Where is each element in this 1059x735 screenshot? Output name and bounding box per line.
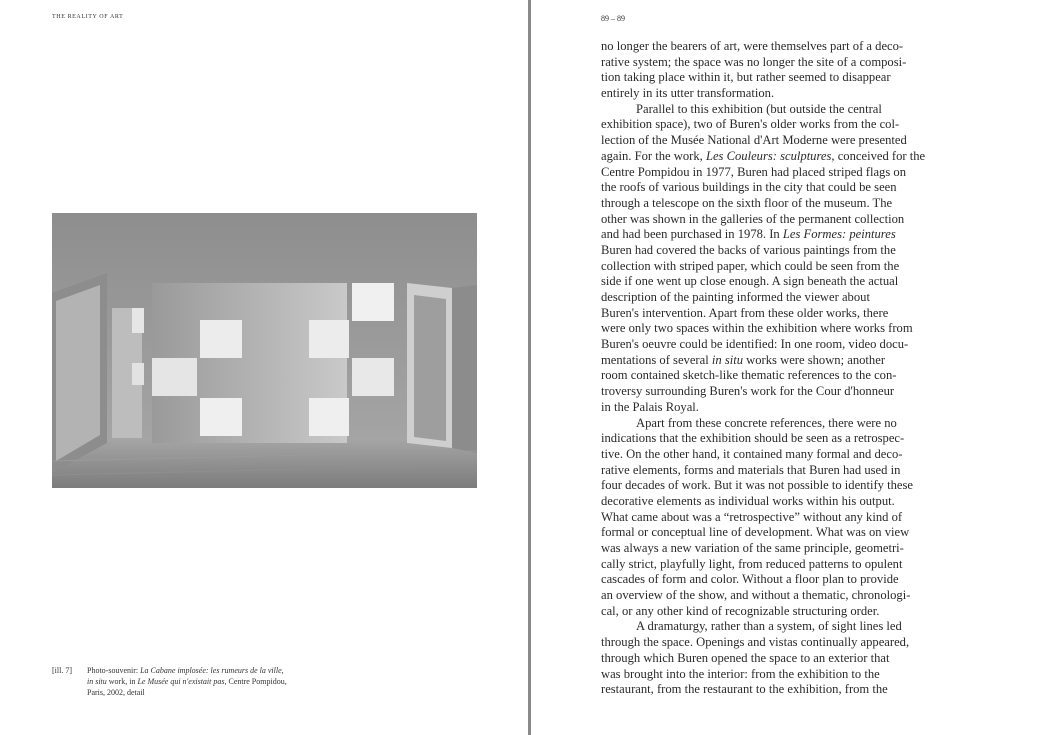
text-line: [601, 368, 931, 384]
figure-caption: [87, 665, 287, 698]
text-run: troversy surrounding Buren's work for the Cour d'honneur: [601, 384, 895, 399]
text-line: [601, 682, 931, 698]
text-run: no longer the bearers of art, were themselves part of a deco-: [601, 39, 904, 53]
text-line: [601, 541, 931, 557]
text-line: [601, 416, 931, 432]
text-run: Centre Pompidou in 1977, Buren had placed striped flags on: [601, 164, 906, 179]
text-run: description of the painting informed the viewer about: [601, 290, 870, 304]
text-run: and had been purchased in 1978. In: [601, 227, 783, 242]
text-run: an overview of the show, and without a thematic, chronologi-: [601, 588, 911, 603]
text-line: [601, 572, 931, 588]
text-run: tive. On the other hand, it contained many formal and deco-: [601, 446, 903, 461]
text-run: cascades of form and color. Without a floor plan to provide: [601, 572, 899, 587]
text-run: Photo-souvenir:: [87, 666, 141, 675]
text-line: [601, 525, 931, 541]
text-run: Buren's oeuvre could be identified: In one room, video docu-: [601, 337, 909, 352]
text-line: [601, 117, 931, 133]
text-line: [601, 384, 931, 400]
text-run: Buren's intervention. Apart from these older works, there: [601, 305, 889, 320]
text-run: decorative elements as individual works within his output.: [601, 493, 895, 508]
text-line: [601, 86, 931, 102]
text-line: [601, 619, 931, 635]
text-run: four decades of work. But it was not possible to identify these: [601, 478, 913, 493]
text-run: Buren had covered the backs of various paintings from the: [601, 242, 896, 257]
text-run: collection with striped paper, which could be seen from the: [601, 258, 900, 273]
caption-line: [87, 676, 287, 687]
italic-title: La Cabane implosée: les rumeurs de la ville: [140, 666, 282, 675]
left-page: [0, 0, 528, 735]
text-line: [601, 227, 931, 243]
italic-title: Les Formes: peintures: [782, 227, 896, 242]
text-line: [601, 510, 931, 526]
text-line: [601, 243, 931, 259]
text-run: mentations of several: [601, 352, 712, 367]
text-run: cal, or any other kind of recognizable structuring order.: [601, 603, 880, 618]
text-run: cally strict, playfully light, from reduced patterns to opulent: [601, 556, 903, 571]
text-run: A dramaturgy, rather than a system, of sight lines led: [636, 619, 902, 634]
text-line: [601, 447, 931, 463]
text-run: formal or conceptual line of development. What was on view: [601, 525, 910, 540]
text-line: [601, 306, 931, 322]
text-line: [601, 212, 931, 228]
text-line: [601, 149, 931, 165]
text-line: [601, 635, 931, 651]
text-run: in the Palais Royal.: [601, 399, 699, 414]
caption-line: [87, 687, 287, 698]
text-run: works were shown; another: [743, 352, 886, 367]
text-run: lection of the Musée National d'Art Moderne were presented: [601, 133, 907, 148]
text-run: indications that the exhibition should be seen as a retrospec-: [601, 431, 905, 446]
italic-title: Le Musée qui n'existait pas: [137, 677, 225, 686]
text-line: [601, 588, 931, 604]
text-run: entirely in its utter transformation.: [601, 86, 775, 101]
text-run: side if one went up close enough. A sign beneath the actual: [601, 274, 899, 289]
text-run: through which Buren opened the space to an exterior that: [601, 650, 890, 665]
text-run: through a telescope on the sixth floor of the museum. The: [601, 195, 893, 210]
text-run: restaurant, from the restaurant to the exhibition, from the: [601, 682, 888, 697]
text-line: [601, 431, 931, 447]
text-line: [601, 274, 931, 290]
text-line: [601, 400, 931, 416]
italic-title: Les Couleurs: sculptures,: [705, 148, 835, 163]
text-line: [601, 463, 931, 479]
text-line: [601, 55, 931, 71]
text-run: room contained sketch-like thematic references to the con-: [601, 368, 897, 383]
text-run: conceived for the: [834, 148, 926, 163]
text-run: Parallel to this exhibition (but outside the central: [636, 101, 882, 116]
text-run: work, in: [106, 677, 138, 686]
text-line: [601, 478, 931, 494]
text-line: [601, 604, 931, 620]
text-run: rative elements, forms and materials that Buren had used in: [601, 462, 901, 477]
text-line: [601, 494, 931, 510]
text-line: [601, 180, 931, 196]
text-line: [601, 353, 931, 369]
text-line: [601, 133, 931, 149]
text-run: What came about was a “retrospective” without any kind of: [601, 509, 903, 524]
text-run: the roofs of various buildings in the city that could be seen: [601, 180, 897, 195]
text-line: [601, 290, 931, 306]
text-run: rative system; the space was no longer the site of a composi-: [601, 54, 907, 69]
text-run: exhibition space), two of Buren's older works from the col-: [601, 117, 900, 132]
italic-title: in situ: [87, 677, 107, 686]
running-head: THE REALITY OF ART: [52, 14, 124, 20]
text-line: [601, 196, 931, 212]
text-line: [601, 667, 931, 683]
text-run: other was shown in the galleries of the permanent collection: [601, 211, 905, 226]
text-run: tion taking place within it, but rather seemed to disappear: [601, 70, 891, 85]
illustration-number: [ill. 7]: [52, 666, 72, 675]
text-run: Apart from these concrete references, there were no: [636, 415, 897, 430]
caption-line: [87, 665, 287, 676]
text-run: were only two spaces within the exhibition where works from: [601, 321, 913, 336]
text-run: was always a new variation of the same principle, geometri-: [601, 541, 904, 555]
text-line: [601, 321, 931, 337]
text-run: ,: [281, 666, 284, 675]
text-line: [601, 39, 931, 55]
body-text: [601, 39, 931, 698]
text-run: again. For the work,: [601, 148, 706, 163]
page-number: 89 – 89: [601, 14, 625, 23]
text-line: [601, 259, 931, 275]
italic-title: in situ: [711, 352, 744, 367]
text-run: , Centre Pompidou,: [224, 677, 287, 686]
right-page: [531, 0, 1059, 735]
text-line: [601, 337, 931, 353]
text-run: through the space. Openings and vistas continually appeared,: [601, 635, 910, 650]
text-run: Paris, 2002, detail: [87, 688, 145, 697]
text-line: [601, 102, 931, 118]
exhibition-photograph: [52, 213, 477, 488]
text-line: [601, 165, 931, 181]
text-line: [601, 70, 931, 86]
text-line: [601, 557, 931, 573]
text-line: [601, 651, 931, 667]
text-run: was brought into the interior: from the exhibition to the: [601, 666, 880, 681]
